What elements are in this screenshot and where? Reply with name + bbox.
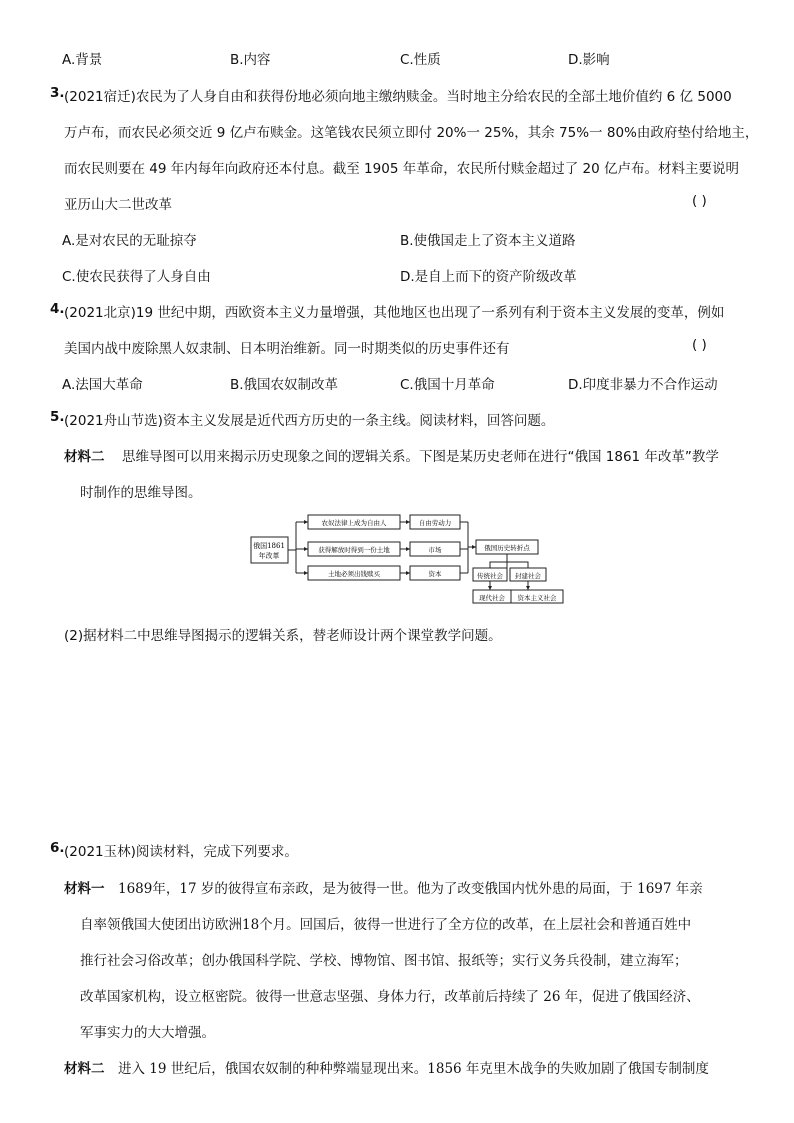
q4-line-1: (2021北京)19 世纪中期，西欧资本主义力量增强，其他地区也出现了一系列有利于资本主义发展的变革，例如	[64, 305, 725, 321]
q6-m1-line-3: 推行社会习俗改革；创办俄国科学院、学校、博物馆、图书馆、报纸等；实行义务兵役制，建立海军；	[80, 953, 688, 969]
q5-intro: (2021舟山节选)资本主义发展是近代西方历史的一条主线。阅读材料，回答问题。	[64, 413, 555, 429]
q6-m1-line-4: 改革国家机构，设立枢密院。彼得一世意志坚强、身体力行，改革前后持续了 26 年，促进了俄国经济、	[80, 989, 700, 1005]
q3-line-1: (2021宿迁)农民为了人身自由和获得份地必须向地主缴纳赎金。当时地主分给农民的全部土地价值约 6 亿 5000	[64, 89, 732, 105]
q6-m1-line-2: 自率领俄国大使团出访欧洲18个月。回国后，彼得一世进行了全方位的改革，在上层社会和普通百姓中	[80, 917, 692, 933]
mindmap-middle-3: 资本	[428, 570, 442, 578]
q6-m2-label: 材料二	[64, 1061, 105, 1077]
q3-option-c: C.使农民获得了人身自由	[62, 269, 211, 285]
q3-option-d: D.是自上而下的资产阶级改革	[400, 269, 577, 285]
q2-option-a: A.背景	[62, 52, 103, 68]
q4-option-b: B.俄国农奴制改革	[230, 377, 339, 393]
mindmap-from-2: 封建社会	[515, 572, 541, 580]
q3-number: 3.	[50, 85, 65, 101]
q6-m1-line-1: 1689年，17 岁的彼得宣布亲政，是为彼得一世。他为了改变俄国内忧外患的局面，于 1697 年亲	[118, 881, 703, 897]
mindmap-left-2: 获得解放时得到一份土地	[318, 546, 390, 554]
q2-option-d: D.影响	[568, 52, 610, 68]
q3-option-a: A.是对农民的无耻掠夺	[62, 233, 197, 249]
q4-option-d: D.印度非暴力不合作运动	[568, 377, 718, 393]
mindmap-middle-2: 市场	[428, 546, 442, 554]
q6-m1-line-5: 军事实力的大大增强。	[80, 1025, 215, 1041]
mindmap-to-1: 现代社会	[479, 594, 505, 602]
q6-m1-label: 材料一	[64, 881, 105, 897]
mindmap-middle-1: 自由劳动力	[418, 519, 452, 527]
q5-material-line-1: 思维导图可以用来揭示历史现象之间的逻辑关系。下图是某历史老师在进行“俄国 1861 年改革”教学	[122, 449, 719, 465]
q5-number: 5.	[50, 409, 65, 425]
q6-m2-line-1: 进入 19 世纪后，俄国农奴制的种种弊端显现出来。1856 年克里木战争的失败加剧了俄国专制制度	[118, 1061, 709, 1077]
q3-line-2: 万卢布，而农民必须交近 9 亿卢布赎金。这笔钱农民须立即付 20%一 25%，其余 75%一 80%由政府垫付给地主，	[64, 125, 759, 141]
q2-option-c: C.性质	[400, 52, 441, 68]
q3-option-b: B.使俄国走上了资本主义道路	[400, 233, 576, 249]
mindmap-turn: 俄国历史转折点	[484, 544, 530, 552]
mindmap-diagram	[248, 510, 568, 606]
q4-answer-paren: ( )	[692, 337, 707, 353]
q6-number: 6.	[50, 840, 65, 856]
q3-line-3: 而农民则要在 49 年内每年向政府还本付息。截至 1905 年革命，农民所付赎金超过了 20 亿卢布。材料主要说明	[64, 161, 739, 177]
q4-option-a: A.法国大革命	[62, 377, 143, 393]
q4-number: 4.	[50, 301, 65, 317]
mindmap-from-1: 传统社会	[477, 572, 503, 580]
mindmap-left-1: 农奴法律上成为自由人	[321, 519, 387, 527]
mindmap-root: 俄国1861	[253, 542, 285, 550]
q5-material-line-2: 时制作的思维导图。	[80, 485, 202, 501]
q4-line-2: 美国内战中废除黑人奴隶制、日本明治维新。同一时期类似的历史事件还有	[64, 341, 510, 357]
q3-line-4: 亚历山大二世改革	[64, 197, 172, 213]
q3-answer-paren: ( )	[692, 193, 707, 209]
q5-material-label: 材料二	[64, 449, 105, 465]
mindmap-left-3: 土地必须出钱赎买	[328, 570, 380, 578]
mindmap-to-2: 资本主义社会	[517, 594, 557, 602]
q6-intro: (2021玉林)阅读材料，完成下列要求。	[64, 844, 298, 860]
mindmap-root-2: 年改革	[258, 552, 280, 560]
q5-question: (2)据材料二中思维导图揭示的逻辑关系，替老师设计两个课堂教学问题。	[64, 628, 502, 644]
q2-option-b: B.内容	[230, 52, 271, 68]
q4-option-c: C.俄国十月革命	[400, 377, 495, 393]
